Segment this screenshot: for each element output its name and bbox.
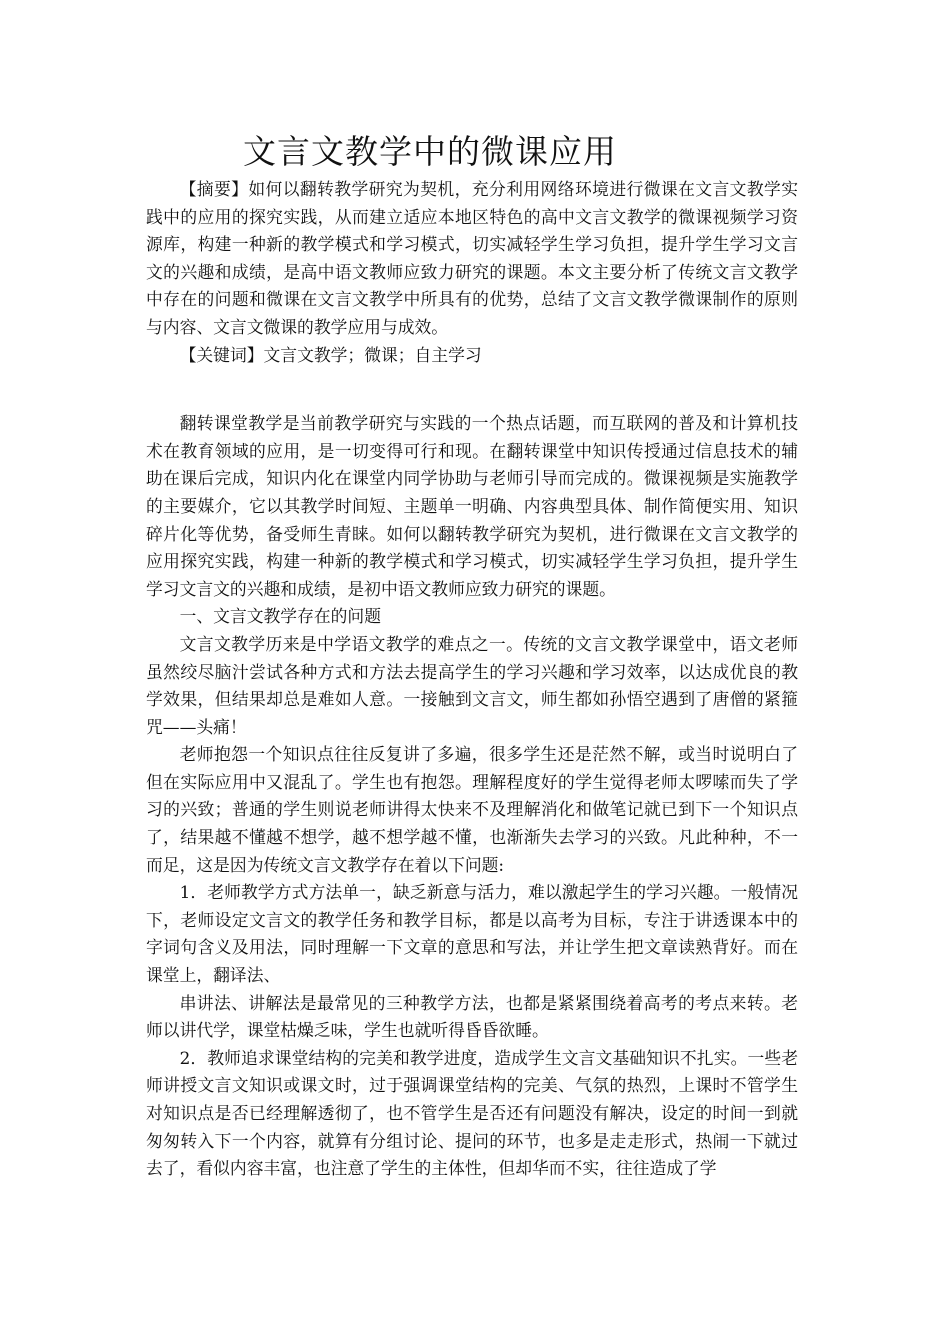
body-paragraph: 老师抱怨一个知识点往往反复讲了多遍，很多学生还是茫然不解，或当时说明白了但在实际应用中又混乱了。学生也有抱怨。理解程度好的学生觉得老师太啰嗦而失了学习的兴致；普通的学生则说老师讲得太快来不及理解消化和做笔记就已到下一个知识点了，结果越不懂越不想学，越不想学越不懂，也渐渐失去学习的兴致。凡此种种，不一而足，这是因为传统文言文教学存在着以下问题: (146, 744, 798, 875)
document-title: 文言文教学中的微课应用 (243, 132, 617, 171)
section-heading: 一、文言文教学存在的问题 (179, 606, 381, 627)
keywords-line: 【关键词】文言文教学；微课；自主学习 (179, 344, 482, 365)
intro-paragraph: 翻转课堂教学是当前教学研究与实践的一个热点话题，而互联网的普及和计算机技术在教育领域的应用，是一切变得可行和现。在翻转课堂中知识传授通过信息技术的辅助在课后完成，知识内化在课堂内同学协助与老师引导而完成的。微课视频是实施教学的主要媒介，它以其教学时间短、主题单一明确、内容典型具体、制作简便实用、知识碎片化等优势，备受师生青睐。如何以翻转教学研究为契机，进行微课在文言文教学的应用探究实践，构建一种新的教学模式和学习模式，切实减轻学生学习负担，提升学生学习文言文的兴趣和成绩，是初中语文教师应致力研究的课题。 (146, 413, 798, 599)
document-body (146, 176, 798, 1183)
numbered-paragraph: 2．教师追求课堂结构的完美和教学进度，造成学生文言文基础知识不扎实。一些老师讲授文言文知识或课文时，过于强调课堂结构的完美、气氛的热烈，上课时不管学生对知识点是否已经理解透彻了，也不管学生是否还有问题没有解决，设定的时间一到就匆匆转入下一个内容，就算有分组讨论、提问的环节，也多是走走形式，热闹一下就过去了，看似内容丰富，也注意了学生的主体性，但却华而不实，往往造成了学 (146, 1047, 798, 1179)
numbered-paragraph: 1．老师教学方式方法单一，缺乏新意与活力，难以激起学生的学习兴趣。一般情况下，老师设定文言文的教学任务和教学目标，都是以高考为目标，专注于讲透课本中的字词句含义及用法，同时理解一下文章的意思和写法，并让学生把文章读熟背好。而在课堂上，翻译法、 (146, 882, 798, 986)
body-paragraph: 串讲法、讲解法是最常见的三种教学方法，也都是紧紧围绕着高考的考点来转。老师以讲代学，课堂枯燥乏味，学生也就听得昏昏欲睡。 (146, 992, 798, 1041)
abstract-paragraph: 【摘要】如何以翻转教学研究为契机，充分利用网络环境进行微课在文言文教学实践中的应用的探究实践，从而建立适应本地区特色的高中文言文教学的微课视频学习资源库，构建一种新的教学模式和学习模式，切实减轻学生学习负担，提升学生学习文言文的兴趣和成绩，是高中语文教师应致力研究的课题。本文主要分析了传统文言文教学中存在的问题和微课在文言文教学中所具有的优势，总结了文言文教学微课制作的原则与内容、文言文微课的教学应用与成效。 (146, 179, 798, 337)
body-paragraph: 文言文教学历来是中学语文教学的难点之一。传统的文言文教学课堂中，语文老师虽然绞尽脑汁尝试各种方式和方法去提高学生的学习兴趣和学习效率，以达成优良的教学效果，但结果却总是难如人意。一接触到文言文，师生都如孙悟空遇到了唐僧的紧箍咒——头痛！ (146, 633, 798, 737)
paragraph-gap (146, 369, 798, 410)
